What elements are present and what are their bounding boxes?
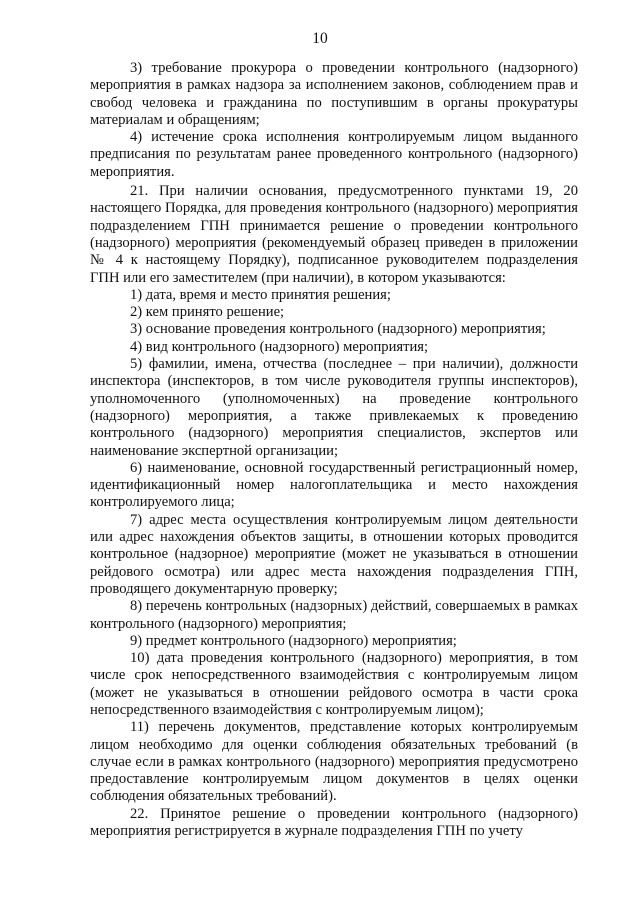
paragraph-item-5-inspectors: 5) фамилии, имена, отчества (последнее – при наличии), должности инспектора (инспекторов, в том числе руководителя группы инспекторов), уполномоченного (уполномоченных) на проведение контрольного (надзорного) мероприятия, а также привлекаемых к проведению контрольного (надзорного) мероприятия специалистов, экспертов или наименование экспертной организации; — [90, 356, 578, 459]
paragraph-clause-21: 21. При наличии основания, предусмотренного пунктами 19, 20 настоящего Порядка, для проведения контрольного (надзорного) мероприятия подразделением ГПН принимается решение о проведении контрольного (надзорного) мероприятия (рекомендуемый образец приведен в приложении № 4 к настоящему Порядку), подписанное руководителем подразделения ГПН или его заместителем (при наличии), в котором указываются: — [90, 183, 578, 286]
page-number: 10 — [312, 30, 328, 47]
paragraph-item-2-who-decided: 2) кем принято решение; — [130, 304, 285, 321]
paragraph-item-9-subject: 9) предмет контрольного (надзорного) мероприятия; — [130, 632, 457, 649]
paragraph-item-4-order-expiry: 4) истечение срока исполнения контролируемым лицом выданного предписания по результатам ранее проведенного контрольного (надзорного) мероприятия. — [90, 129, 578, 180]
paragraph-item-11-documents: 11) перечень документов, представление которых контролируемым лицом необходимо для оценки соблюдения обязательных требований (в случае если в рамках контрольного (надзорного) мероприятия предусмотрено предоставление контролируемым лицом документов в целях оценки соблюдения обязательных требований). — [90, 719, 578, 805]
paragraph-item-7-address: 7) адрес места осуществления контролируемым лицом деятельности или адрес нахождения объектов защиты, в отношении которых проводится контрольное (надзорное) мероприятие (может не указываться в отношении рейдового осмотра) или адрес места нахождения подразделения ГПН, проводящего документарную проверку; — [90, 511, 578, 597]
paragraph-item-4-type: 4) вид контрольного (надзорного) мероприятия; — [130, 338, 429, 355]
paragraph-item-8-actions-list: 8) перечень контрольных (надзорных) действий, совершаемых в рамках контрольного (надзорного) мероприятия; — [90, 598, 578, 632]
paragraph-item-10-dates: 10) дата проведения контрольного (надзорного) мероприятия, в том числе срок непосредственного взаимодействия с контролируемым лицом (может не указываться в отношении рейдового осмотра в части срока непосредственного взаимодействия с контролируемым лицом); — [90, 650, 578, 718]
paragraph-item-1-date-time-place: 1) дата, время и место принятия решения; — [130, 286, 391, 303]
paragraph-item-3-prosecutor-demand: 3) требование прокурора о проведении контрольного (надзорного) мероприятия в рамках надзора за исполнением законов, соблюдением прав и свобод человека и гражданина по поступившим в органы прокуратуры материалам и обращениям; — [90, 60, 578, 128]
document-body — [90, 60, 578, 840]
paragraph-clause-22: 22. Принятое решение о проведении контрольного (надзорного) мероприятия регистрируется в журнале подразделения ГПН по учету — [90, 805, 578, 840]
paragraph-item-6-entity-details: 6) наименование, основной государственный регистрационный номер, идентификационный номер налогоплательщика и место нахождения контролируемого лица; — [90, 459, 578, 511]
paragraph-item-3-grounds: 3) основание проведения контрольного (надзорного) мероприятия; — [130, 321, 546, 338]
